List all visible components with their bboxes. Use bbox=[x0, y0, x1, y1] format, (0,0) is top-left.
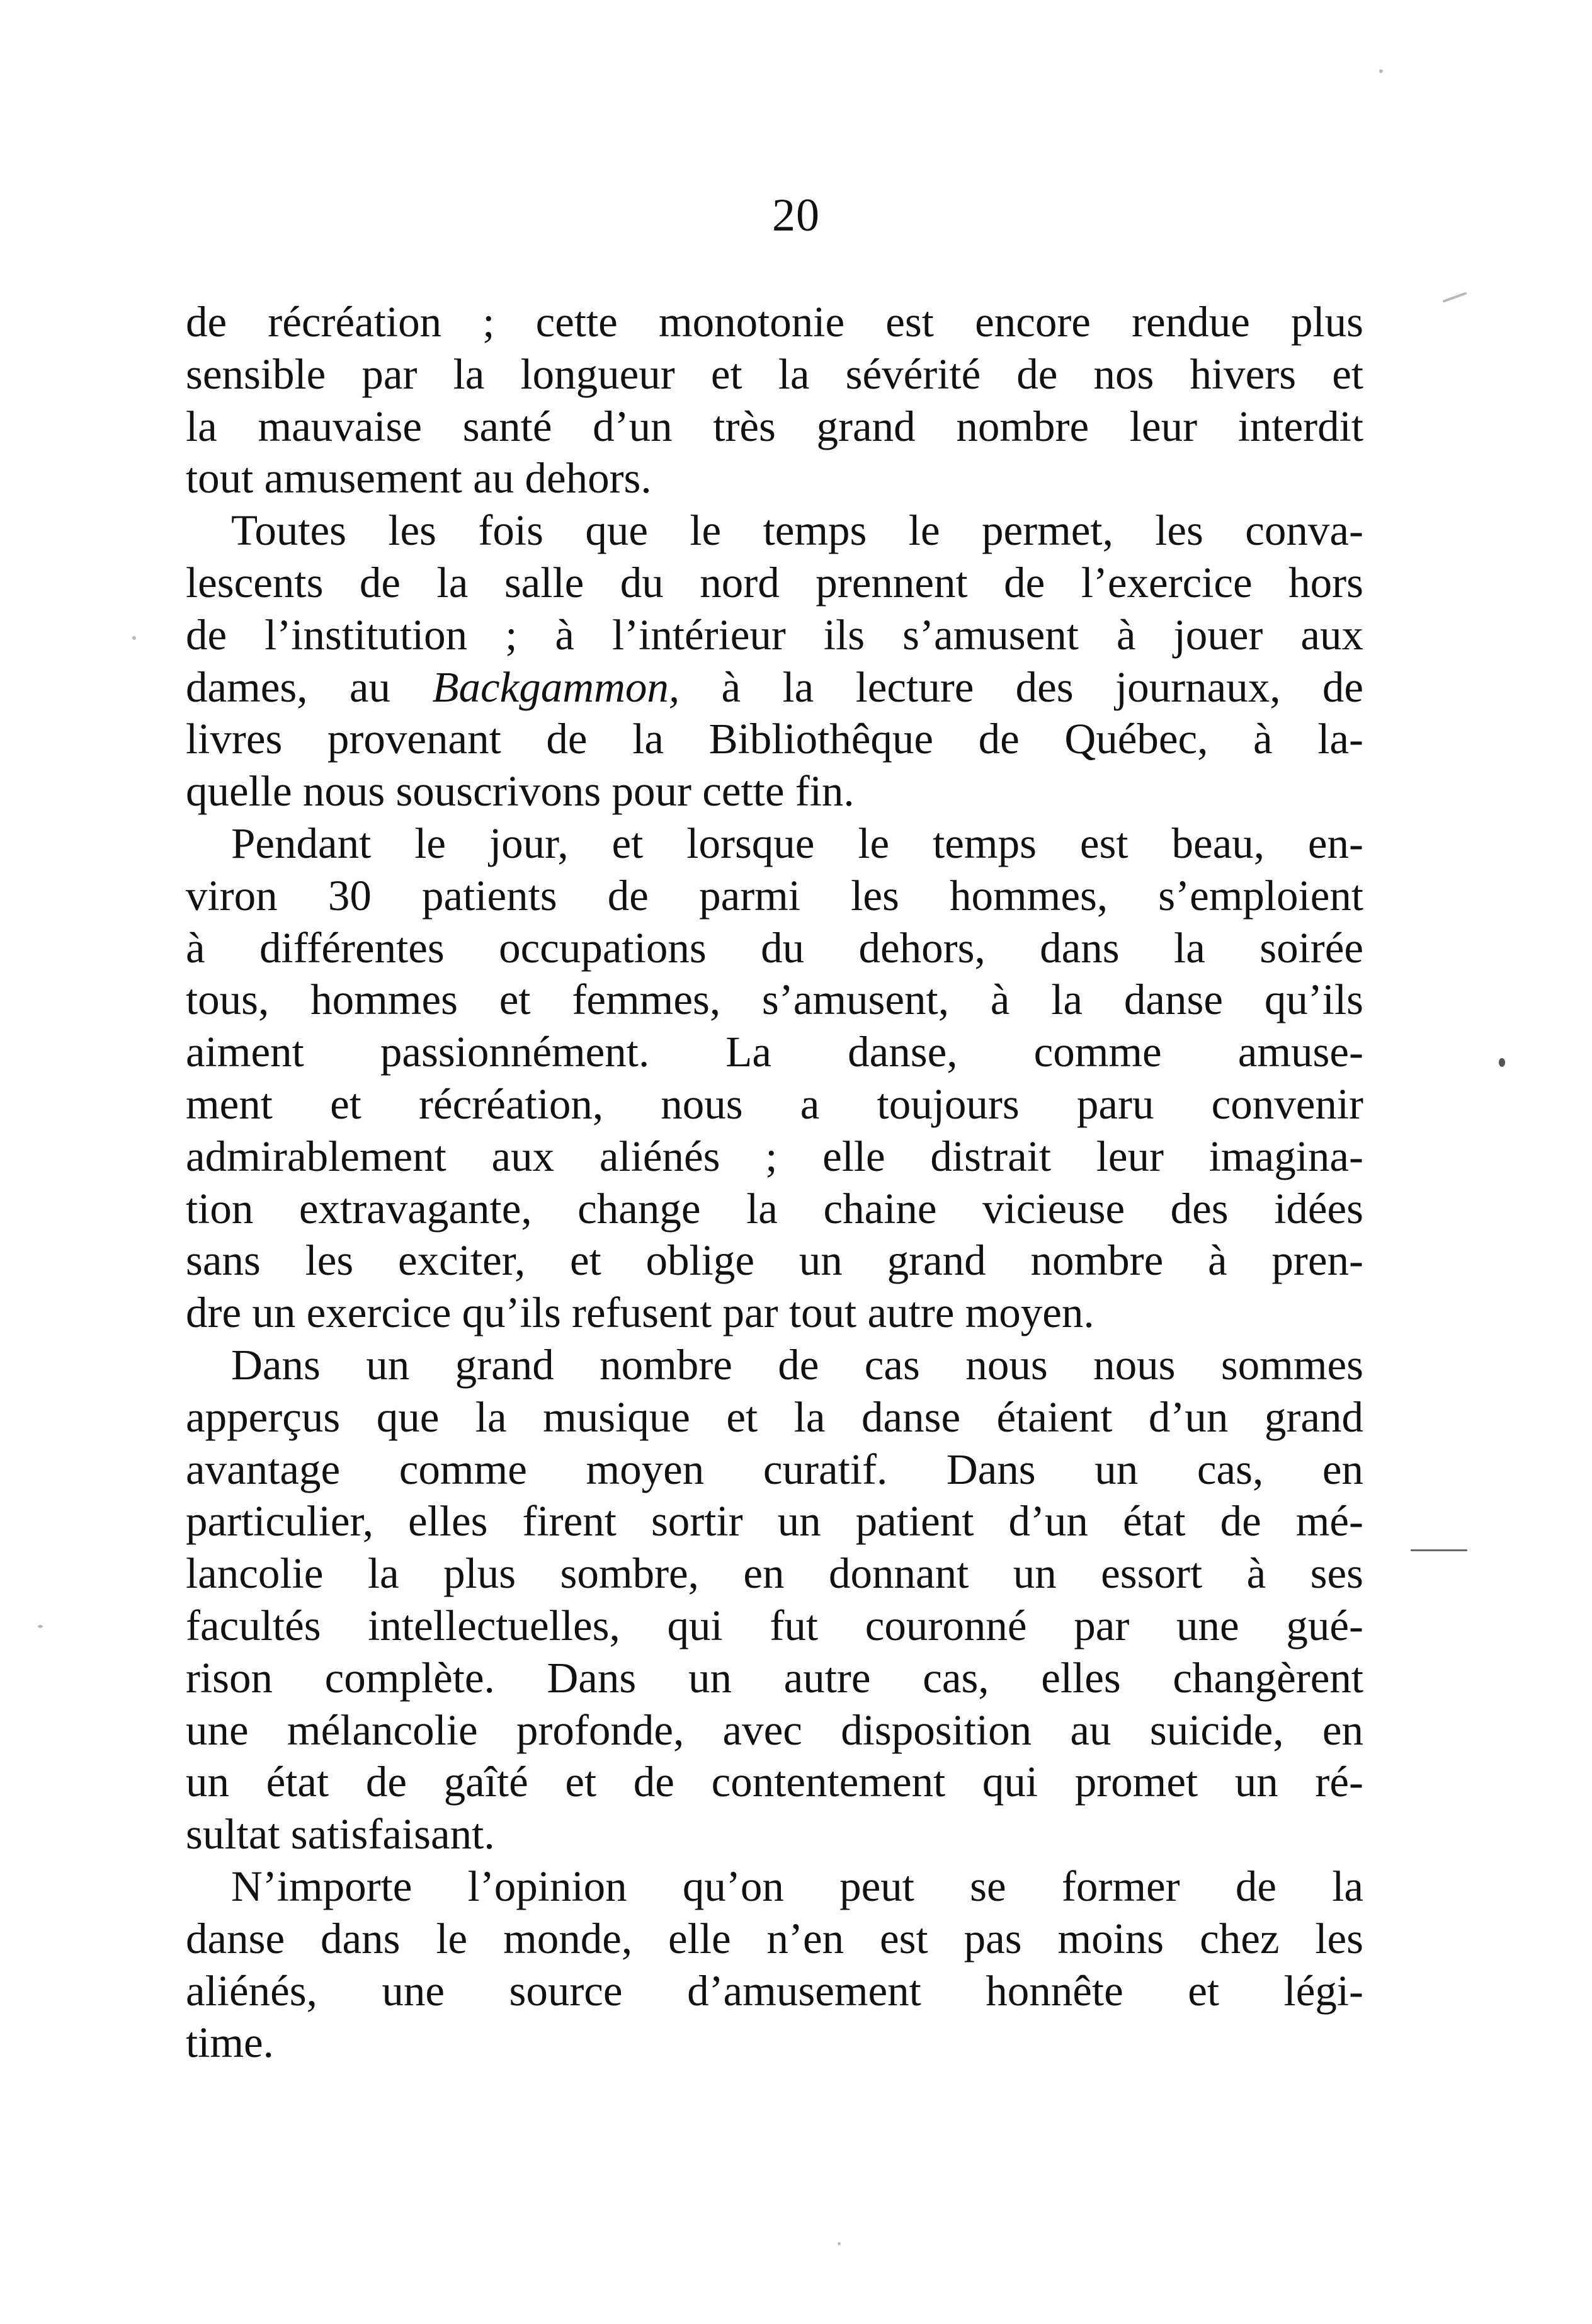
text-line: viron 30 patients de parmi les hommes, s’emploient bbox=[186, 871, 1363, 920]
text-line: ment et récréation, nous a toujours paru convenir bbox=[186, 1079, 1363, 1128]
text-line: une mélancolie profonde, avec disposition au suicide, en bbox=[186, 1706, 1363, 1754]
text-line: Pendant le jour, et lorsque le temps est beau, en- bbox=[231, 819, 1363, 867]
text-run: à la lecture des journaux, de bbox=[679, 663, 1364, 711]
text-line: quelle nous souscrivons pour cette fin. bbox=[186, 767, 855, 816]
scan-speck bbox=[1411, 1549, 1467, 1551]
text-line: livres provenant de la Bibliothêque de Québec, à la- bbox=[186, 715, 1363, 763]
text-line: de récréation ; cette monotonie est encore rendue plus bbox=[186, 298, 1363, 346]
scan-speck bbox=[1443, 292, 1467, 302]
text-line bbox=[186, 661, 1363, 714]
text-line: aiment passionnément. La danse, comme amuse- bbox=[186, 1028, 1363, 1076]
page-number: 20 bbox=[772, 190, 820, 241]
text-line: aliénés, une source d’amusement honnête et légi- bbox=[186, 1966, 1363, 2015]
text-line: tous, hommes et femmes, s’amusent, à la danse qu’ils bbox=[186, 976, 1363, 1024]
scan-speck bbox=[1499, 1058, 1505, 1067]
text-line: rison complète. Dans un autre cas, elles changèrent bbox=[186, 1653, 1363, 1702]
text-line: admirablement aux aliénés ; elle distrait leur imagina- bbox=[186, 1132, 1363, 1180]
text-line: time. bbox=[186, 2019, 274, 2067]
text-line: la mauvaise santé d’un très grand nombre leur interdit bbox=[186, 402, 1363, 450]
text-line: lescents de la salle du nord prennent de l’exercice hors bbox=[186, 558, 1363, 607]
text-line: sans les exciter, et oblige un grand nombre à pren- bbox=[186, 1236, 1363, 1285]
text-line: sensible par la longueur et la sévérité de nos hivers et bbox=[186, 350, 1363, 398]
text-line: N’importe l’opinion qu’on peut se former de la bbox=[231, 1862, 1363, 1910]
scan-speck bbox=[838, 2242, 841, 2245]
text-line: lancolie la plus sombre, en donnant un essort à ses bbox=[186, 1549, 1363, 1598]
text-line: un état de gaîté et de contentement qui promet un ré- bbox=[186, 1758, 1363, 1806]
italic-term: Backgammon, bbox=[432, 663, 680, 711]
text-line: tion extravagante, change la chaine vicieuse des idées bbox=[186, 1184, 1363, 1233]
text-line: de l’institution ; à l’intérieur ils s’amusent à jouer aux bbox=[186, 610, 1363, 659]
text-line: danse dans le monde, elle n’en est pas moins chez les bbox=[186, 1914, 1363, 1962]
text-line: à différentes occupations du dehors, dans la soirée bbox=[186, 923, 1363, 972]
scan-speck bbox=[1379, 69, 1383, 73]
scan-speck bbox=[38, 1625, 43, 1628]
text-line: dre un exercice qu’ils refusent par tout autre moyen. bbox=[186, 1289, 1094, 1337]
text-line: facultés intellectuelles, qui fut couronné par une gué- bbox=[186, 1601, 1363, 1649]
text-line: tout amusement au dehors. bbox=[186, 454, 652, 503]
text-line: avantage comme moyen curatif. Dans un cas, en bbox=[186, 1445, 1363, 1493]
text-line: Dans un grand nombre de cas nous nous sommes bbox=[231, 1340, 1363, 1389]
scan-speck bbox=[132, 636, 136, 640]
text-run: dames, au bbox=[186, 663, 433, 711]
text-line: Toutes les fois que le temps le permet, les conva- bbox=[231, 506, 1363, 555]
text-line: sultat satisfaisant. bbox=[186, 1810, 495, 1859]
text-line: particulier, elles firent sortir un patient d’un état de mé- bbox=[186, 1497, 1363, 1546]
body-text bbox=[186, 296, 1363, 2069]
text-line: apperçus que la musique et la danse étaient d’un grand bbox=[186, 1393, 1363, 1441]
